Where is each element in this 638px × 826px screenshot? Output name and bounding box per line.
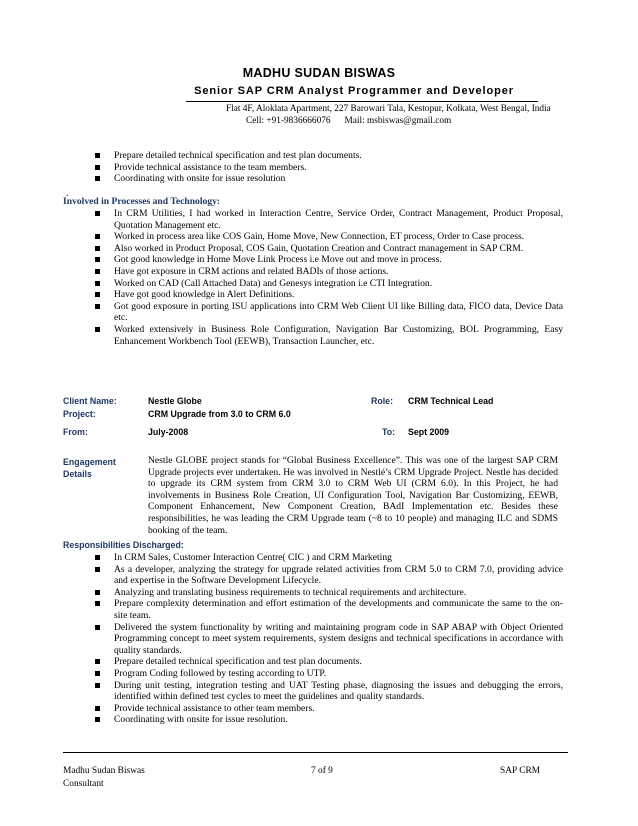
header-divider xyxy=(186,101,538,102)
list-item-text: Provide technical assistance to other team members. xyxy=(114,702,315,714)
list-item xyxy=(93,289,563,301)
contact-line xyxy=(246,116,586,126)
engagement-label: Engagement xyxy=(63,457,116,467)
project-value: CRM Upgrade from 3.0 to CRM 6.0 xyxy=(148,409,291,419)
bullet-icon xyxy=(95,601,100,606)
from-label: From: xyxy=(63,427,88,437)
client-name-value: Nestle Globe xyxy=(148,396,202,406)
bullet-icon xyxy=(95,659,100,664)
list-item xyxy=(93,162,563,174)
bullet-icon xyxy=(95,706,100,711)
list-item-text: Worked extensively in Business Role Configuration, Navigation Bar Customizing, BOL Programming, Easy Enhancement Workbench Tool (EEWB), Transaction Launcher, etc. xyxy=(114,323,563,347)
list-item-text: Prepare detailed technical specification and test plan documents. xyxy=(114,656,362,668)
role-value: CRM Technical Lead xyxy=(408,396,494,406)
footer-role: SAP CRM xyxy=(500,766,541,776)
bullet-icon xyxy=(95,211,100,216)
cell-number: Cell: +91-9836666076 xyxy=(246,116,331,126)
bullet-icon xyxy=(95,717,100,722)
list-item xyxy=(93,714,563,726)
bullet-icon xyxy=(95,304,100,309)
list-item xyxy=(93,243,563,255)
footer-divider xyxy=(63,752,568,753)
bullet-icon xyxy=(95,269,100,274)
bullet-icon xyxy=(95,257,100,262)
list-item-text: Worked in process area like COS Gain, Home Move, New Connection, ET process, Order to Case process. xyxy=(114,231,525,243)
footer-author-cont: Consultant xyxy=(63,779,104,789)
bullet-icon xyxy=(95,590,100,595)
list-item-text: Delivered the system functionality by writing and maintaining program code in SAP ABAP with Object Oriented Programming concept to meet system requirements, system designs and technical specifications in accordance with quality standards. xyxy=(114,621,563,656)
bullet-icon xyxy=(95,683,100,688)
candidate-title: Senior SAP CRM Analyst Programmer and Developer xyxy=(194,85,514,97)
list-item-text: Prepare complexity determination and effort estimation of the developments and communicate the same to the on-site team. xyxy=(114,598,563,621)
list-item xyxy=(93,254,563,266)
bullet-icon xyxy=(95,165,100,170)
list-item xyxy=(93,301,563,324)
bullet-icon xyxy=(95,555,100,560)
list-item xyxy=(93,656,563,668)
to-label: To: xyxy=(382,427,396,437)
bullet-icon xyxy=(95,292,100,297)
from-value: July-2008 xyxy=(148,427,189,437)
project-label: Project: xyxy=(63,409,96,419)
list-item-text: Worked on CAD (Call Attached Data) and Genesys integration i.e CTI Integration. xyxy=(114,277,433,289)
processes-heading: Involved in Processes and Technology: xyxy=(63,196,221,207)
list-item-text: Got good exposure in porting ISU applications into CRM Web Client UI like Billing data, FICO data, Device Data etc. xyxy=(114,300,563,324)
list-item-text: Prepare detailed technical specification and test plan documents. xyxy=(114,150,362,161)
bullet-icon xyxy=(95,153,100,158)
list-item-text: In CRM Sales, Customer Interaction Centre( CIC ) and CRM Marketing xyxy=(114,552,392,563)
list-item-text: Have got good knowledge in Alert Definitions. xyxy=(114,289,295,301)
to-value: Sept 2009 xyxy=(408,427,450,437)
list-item-text: During unit testing, integration testing and UAT Testing phase, diagnosing the issues and debugging the errors, identified within defined test cycles to meet the guidelines and quality standards. xyxy=(114,679,563,703)
list-item-text: Have got exposure in CRM actions and related BADIs of those actions. xyxy=(114,265,389,277)
email-address: Mail: msbiswas@gmail.com xyxy=(344,116,452,126)
list-item xyxy=(93,173,563,185)
list-item-text: Also worked in Product Proposal, COS Gain, Quotation Creation and Contract management in SAP CRM. xyxy=(114,242,524,254)
list-item xyxy=(93,266,563,278)
list-item xyxy=(93,278,563,290)
bullet-icon xyxy=(95,567,100,572)
address-line: Flat 4F, Aloklata Apartment, 227 Barowari Tala, Kestopur, Kolkata, West Bengal, India xyxy=(226,104,551,114)
list-item-text: Got good knowledge in Home Move Link Process i.e Move out and move in process. xyxy=(114,254,442,266)
engagement-details: Nestle GLOBE project stands for “Global Business Excellence”. This was one of the largest SAP CRM Upgrade projects ever undertaken. He was involved in Nestlé’s CRM Upgrade Project. Nestle has decided to upgrade its CRM system from CRM 3.0 to CRM Web UI (CRM 6.0). In this Project, he had involvements in Business Role Creation, UI Configuration Tool, Navigation Bar Customizing, EEWB, Component Enhancement, New Component Creation, BAdI Implementation etc. Besides these responsibilities, he was leading the CRM Upgrade team (~8 to 10 people) and managing ILC and SDMS booking of the team. xyxy=(148,455,558,536)
list-item-text: In CRM Utilities, I had worked in Interaction Centre, Service Order, Contract Management, Product Proposal, Quotation Management etc. xyxy=(114,208,563,231)
list-item xyxy=(93,598,563,621)
list-item xyxy=(93,231,563,243)
responsibilities-list xyxy=(93,552,563,726)
footer-author: Madhu Sudan Biswas xyxy=(63,766,145,776)
bullet-icon xyxy=(95,327,100,332)
bullet-icon xyxy=(95,625,100,630)
list-item xyxy=(93,703,563,715)
list-item-text: Provide technical assistance to the team members. xyxy=(114,161,307,173)
candidate-name: MADHU SUDAN BISWAS xyxy=(242,66,396,80)
bullet-icon xyxy=(95,246,100,251)
bullet-icon xyxy=(95,234,100,239)
bullet-icon xyxy=(95,671,100,676)
list-item-text: Analyzing and translating business requirements to technical requirements and architecture. xyxy=(114,586,467,598)
top-bullet-list xyxy=(93,150,563,185)
responsibilities-heading: Responsibilities Discharged: xyxy=(63,540,184,550)
list-item-text: Coordinating with onsite for issue resolution. xyxy=(114,714,288,726)
list-item xyxy=(93,680,563,703)
list-item xyxy=(93,208,563,231)
engagement-label-2: Details xyxy=(63,469,92,479)
list-item xyxy=(93,668,563,680)
list-item xyxy=(93,622,563,657)
footer-page-number: 7 of 9 xyxy=(311,766,333,776)
list-item xyxy=(93,552,563,564)
list-item xyxy=(93,324,563,347)
bullet-icon xyxy=(95,176,100,181)
processes-list xyxy=(93,208,563,347)
list-item-text: Program Coding followed by testing according to UTP. xyxy=(114,667,327,679)
stray-dot: . xyxy=(66,188,69,199)
list-item xyxy=(93,587,563,599)
list-item-text: Coordinating with onsite for issue resolution xyxy=(114,173,286,185)
client-name-label: Client Name: xyxy=(63,396,117,406)
list-item xyxy=(93,564,563,587)
list-item-text: As a developer, analyzing the strategy for upgrade related activities from CRM 5.0 to CRM 7.0, providing advice and expertise in the Software Development Lifecycle. xyxy=(114,563,563,587)
role-label: Role: xyxy=(371,396,393,406)
list-item xyxy=(93,150,563,162)
bullet-icon xyxy=(95,281,100,286)
